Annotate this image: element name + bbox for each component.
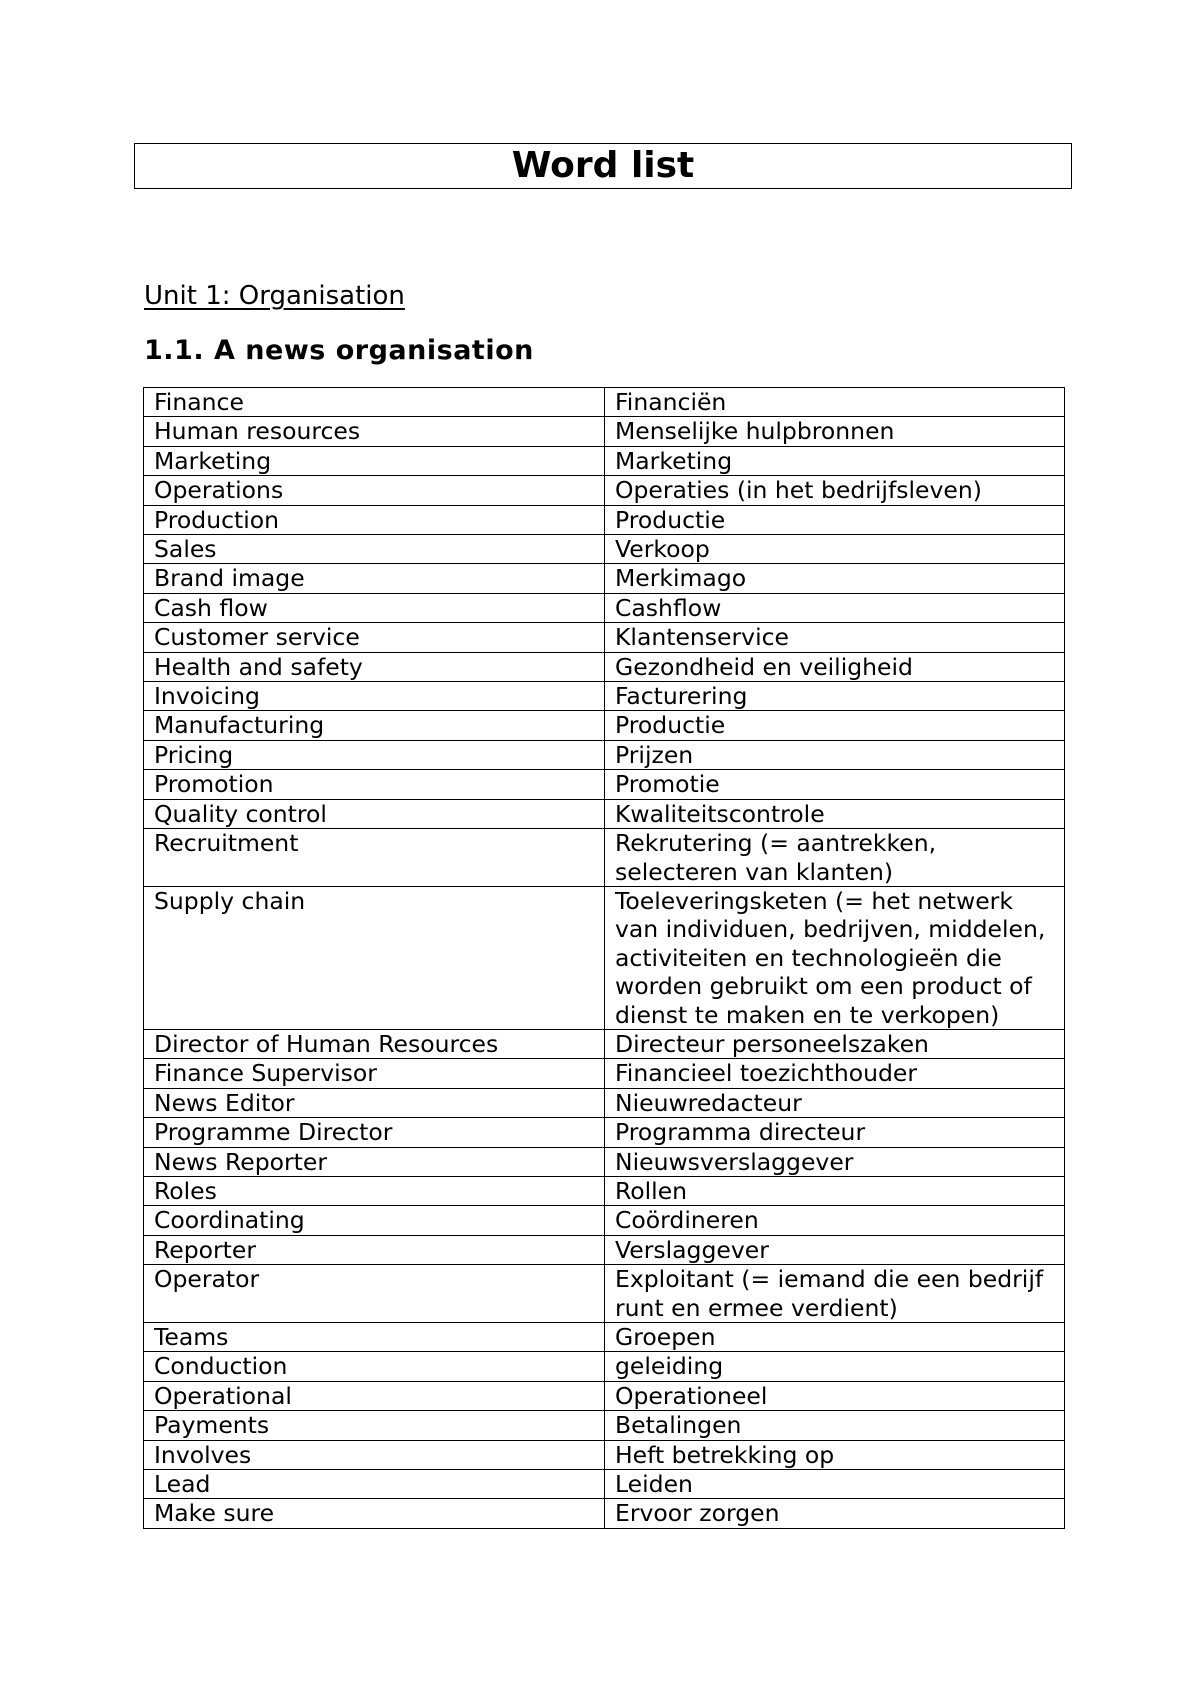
table-row: [144, 770, 1065, 799]
english-term-cell: Manufacturing: [144, 711, 605, 740]
table-row: [144, 564, 1065, 593]
dutch-translation-cell: Rollen: [605, 1176, 1065, 1205]
english-term-cell: Operational: [144, 1381, 605, 1410]
dutch-translation-cell: Directeur personeelszaken: [605, 1029, 1065, 1058]
english-term-cell: Promotion: [144, 770, 605, 799]
dutch-translation-cell: Productie: [605, 711, 1065, 740]
english-term-cell: Make sure: [144, 1499, 605, 1528]
english-term-cell: Health and safety: [144, 652, 605, 681]
word-list-rows: [144, 388, 1065, 1529]
dutch-translation-cell: Klantenservice: [605, 623, 1065, 652]
english-term-cell: Cash flow: [144, 593, 605, 622]
word-list-table: [143, 387, 1065, 1529]
table-row: [144, 652, 1065, 681]
table-row: [144, 1147, 1065, 1176]
table-row: [144, 1499, 1065, 1528]
english-term-cell: Sales: [144, 535, 605, 564]
dutch-translation-cell: Nieuwsverslaggever: [605, 1147, 1065, 1176]
dutch-translation-cell: Merkimago: [605, 564, 1065, 593]
english-term-cell: Payments: [144, 1411, 605, 1440]
table-row: [144, 829, 1065, 887]
dutch-translation-cell: Rekrutering (= aantrekken, selecteren van klanten): [605, 829, 1065, 887]
dutch-translation-cell: Verslaggever: [605, 1235, 1065, 1264]
table-row: [144, 1206, 1065, 1235]
english-term-cell: Reporter: [144, 1235, 605, 1264]
dutch-translation-cell: Marketing: [605, 446, 1065, 475]
dutch-translation-cell: Kwaliteitscontrole: [605, 799, 1065, 828]
dutch-translation-cell: Facturering: [605, 682, 1065, 711]
dutch-translation-cell: Operationeel: [605, 1381, 1065, 1410]
english-term-cell: Operations: [144, 476, 605, 505]
english-term-cell: News Reporter: [144, 1147, 605, 1176]
english-term-cell: Marketing: [144, 446, 605, 475]
table-row: [144, 740, 1065, 769]
table-row: [144, 1323, 1065, 1352]
table-row: [144, 476, 1065, 505]
dutch-translation-cell: Operaties (in het bedrijfsleven): [605, 476, 1065, 505]
english-term-cell: Pricing: [144, 740, 605, 769]
dutch-translation-cell: Prijzen: [605, 740, 1065, 769]
english-term-cell: Director of Human Resources: [144, 1029, 605, 1058]
table-row: [144, 1470, 1065, 1499]
table-row: [144, 1440, 1065, 1469]
english-term-cell: Finance: [144, 388, 605, 417]
english-term-cell: Invoicing: [144, 682, 605, 711]
table-row: [144, 711, 1065, 740]
dutch-translation-cell: Productie: [605, 505, 1065, 534]
table-row: [144, 1059, 1065, 1088]
table-row: [144, 1118, 1065, 1147]
table-row: [144, 1352, 1065, 1381]
table-row: [144, 1176, 1065, 1205]
english-term-cell: Lead: [144, 1470, 605, 1499]
table-row: [144, 535, 1065, 564]
table-row: [144, 1029, 1065, 1058]
dutch-translation-cell: Gezondheid en veiligheid: [605, 652, 1065, 681]
section-heading: 1.1. A news organisation: [144, 335, 534, 366]
table-row: [144, 799, 1065, 828]
dutch-translation-cell: Nieuwredacteur: [605, 1088, 1065, 1117]
english-term-cell: Production: [144, 505, 605, 534]
table-row: [144, 1088, 1065, 1117]
unit-heading: Unit 1: Organisation: [144, 281, 405, 311]
table-row: [144, 446, 1065, 475]
table-row: [144, 593, 1065, 622]
dutch-translation-cell: Toeleveringsketen (= het netwerk van individuen, bedrijven, middelen, activiteiten en technologieën die worden gebruikt om een product of dienst te maken en te verkopen): [605, 886, 1065, 1029]
english-term-cell: Supply chain: [144, 886, 605, 1029]
english-term-cell: Coordinating: [144, 1206, 605, 1235]
table-row: [144, 388, 1065, 417]
table-row: [144, 1381, 1065, 1410]
table-row: [144, 623, 1065, 652]
dutch-translation-cell: Programma directeur: [605, 1118, 1065, 1147]
table-row: [144, 886, 1065, 1029]
dutch-translation-cell: Leiden: [605, 1470, 1065, 1499]
dutch-translation-cell: Exploitant (= iemand die een bedrijf runt en ermee verdient): [605, 1265, 1065, 1323]
dutch-translation-cell: Promotie: [605, 770, 1065, 799]
table-row: [144, 1265, 1065, 1323]
dutch-translation-cell: Financieel toezichthouder: [605, 1059, 1065, 1088]
english-term-cell: Human resources: [144, 417, 605, 446]
dutch-translation-cell: geleiding: [605, 1352, 1065, 1381]
dutch-translation-cell: Ervoor zorgen: [605, 1499, 1065, 1528]
english-term-cell: Brand image: [144, 564, 605, 593]
dutch-translation-cell: Groepen: [605, 1323, 1065, 1352]
dutch-translation-cell: Betalingen: [605, 1411, 1065, 1440]
english-term-cell: Conduction: [144, 1352, 605, 1381]
dutch-translation-cell: Coördineren: [605, 1206, 1065, 1235]
english-term-cell: Teams: [144, 1323, 605, 1352]
english-term-cell: Roles: [144, 1176, 605, 1205]
table-row: [144, 505, 1065, 534]
dutch-translation-cell: Cashflow: [605, 593, 1065, 622]
dutch-translation-cell: Verkoop: [605, 535, 1065, 564]
english-term-cell: Finance Supervisor: [144, 1059, 605, 1088]
english-term-cell: Quality control: [144, 799, 605, 828]
dutch-translation-cell: Menselijke hulpbronnen: [605, 417, 1065, 446]
english-term-cell: Involves: [144, 1440, 605, 1469]
page-title: Word list: [134, 143, 1072, 189]
table-row: [144, 682, 1065, 711]
table-row: [144, 417, 1065, 446]
table-row: [144, 1411, 1065, 1440]
english-term-cell: Programme Director: [144, 1118, 605, 1147]
english-term-cell: Recruitment: [144, 829, 605, 887]
table-row: [144, 1235, 1065, 1264]
english-term-cell: Customer service: [144, 623, 605, 652]
english-term-cell: Operator: [144, 1265, 605, 1323]
dutch-translation-cell: Heft betrekking op: [605, 1440, 1065, 1469]
dutch-translation-cell: Financiën: [605, 388, 1065, 417]
english-term-cell: News Editor: [144, 1088, 605, 1117]
